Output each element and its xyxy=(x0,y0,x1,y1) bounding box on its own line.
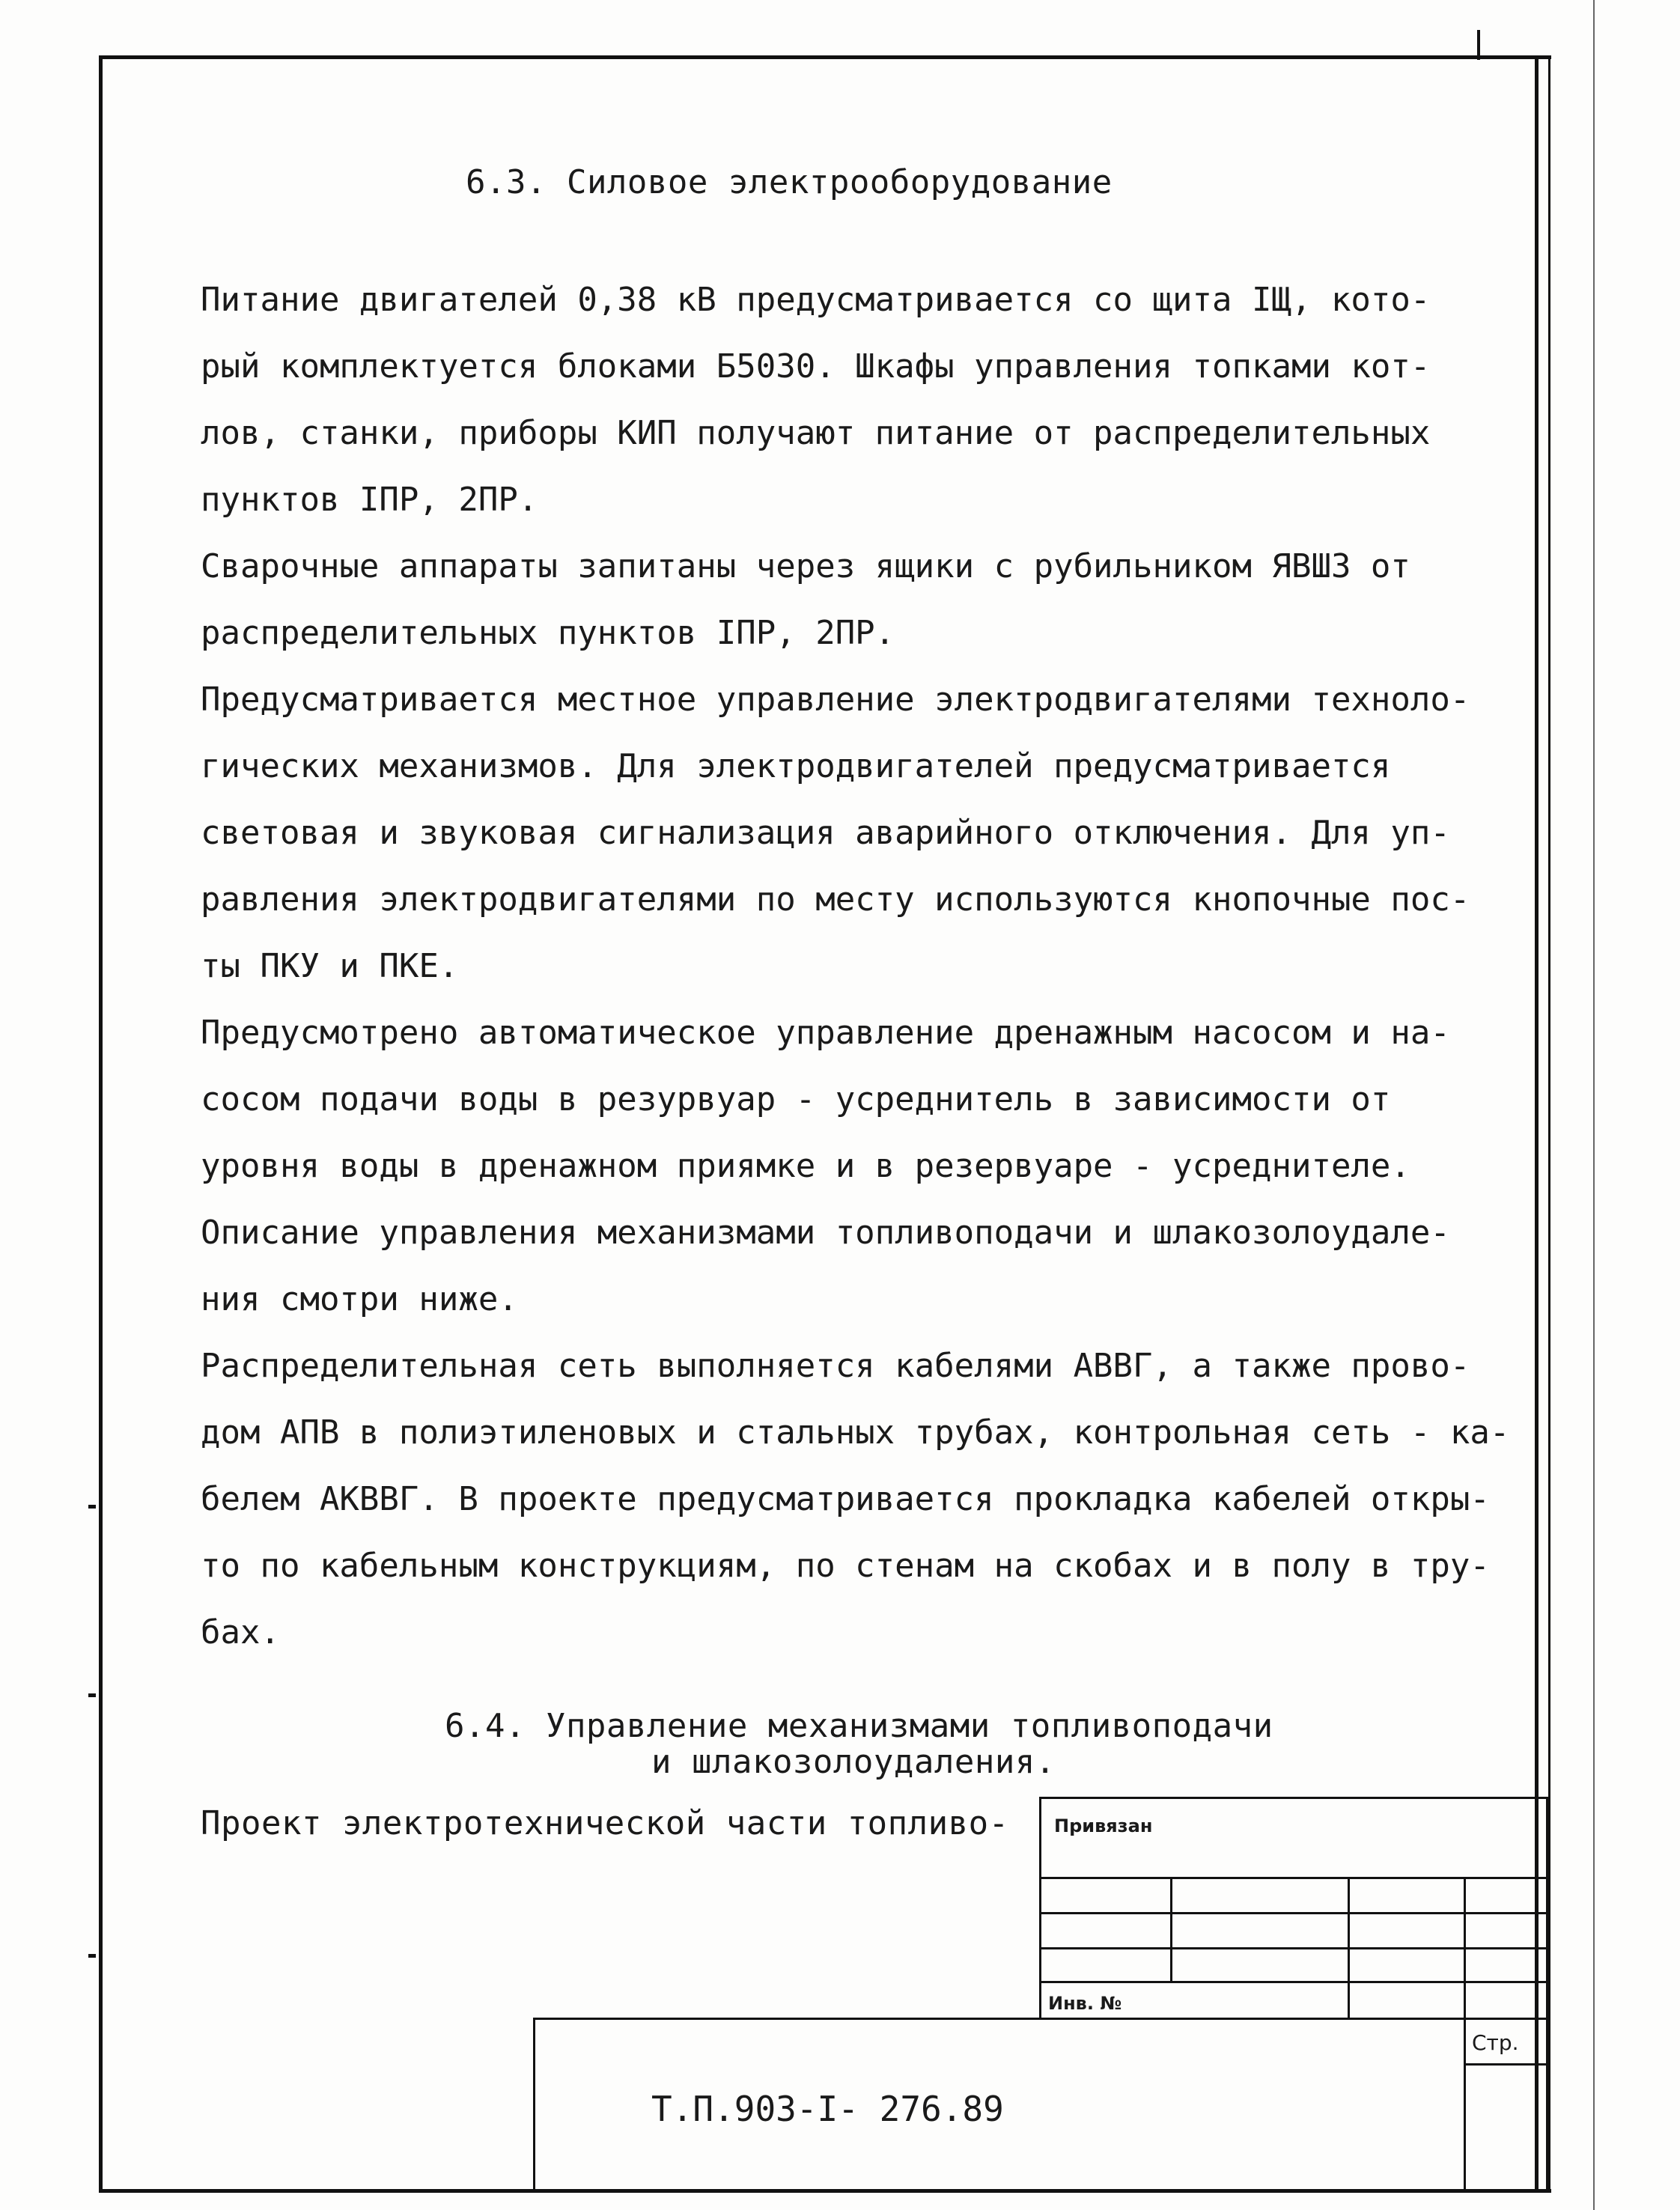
text-line: лов, станки, приборы КИП получают питание от распределительных xyxy=(201,414,1431,452)
text-line: ты ПКУ и ПКЕ. xyxy=(201,947,459,985)
text-line: белем АКВВГ. В проекте предусматривается прокладка кабелей откры- xyxy=(201,1480,1490,1518)
text-line: равления электродвигателями по месту используются кнопочные пос- xyxy=(201,880,1470,919)
text-line: бах. xyxy=(201,1613,280,1652)
paragraph-description xyxy=(201,1199,1526,1333)
margin-line xyxy=(1593,0,1595,2210)
title-block-cell xyxy=(1039,1947,1172,1983)
section-heading-6-4-line2: и шлакозолоудаления. xyxy=(651,1743,1056,1781)
text-line: Питание двигателей 0,38 кВ предусматривается со щита IЩ, кото- xyxy=(201,281,1431,319)
frame-tick xyxy=(88,1505,96,1509)
page-label: Стр. xyxy=(1472,2030,1519,2055)
text-line: Сварочные аппараты запитаны через ящики с рубильником ЯВШ3 от xyxy=(201,547,1410,585)
title-block-cell xyxy=(1464,1981,1548,2020)
paragraph-power-supply xyxy=(201,267,1526,533)
title-block-cell xyxy=(1464,1947,1548,1983)
frame-tick xyxy=(88,1693,96,1697)
text-line: Распределительная сеть выполняется кабелями АВВГ, а также прово- xyxy=(201,1347,1470,1385)
paragraph-welding xyxy=(201,533,1526,666)
title-block-privyazan-cell xyxy=(1039,1797,1548,1879)
text-line: уровня воды в дренажном приямке и в резервуаре - усреднителе. xyxy=(201,1147,1410,1185)
section-heading-6-4: 6.4. Управление механизмами топливоподачи xyxy=(445,1707,1273,1745)
text-line: сосом подачи воды в резурвуар - усреднитель в зависимости от xyxy=(201,1080,1391,1118)
title-block-cell xyxy=(1170,1947,1350,1983)
title-block-cell xyxy=(1348,1947,1466,1983)
frame-top-border xyxy=(99,55,1551,59)
title-block-cell xyxy=(1170,1912,1350,1949)
frame-right-border-inner xyxy=(1548,55,1550,2193)
title-block-cell xyxy=(1348,1912,1466,1949)
inv-number-label: Инв. № xyxy=(1048,1993,1122,2014)
section-6-4-first-line: Проект электротехнической части топливо- xyxy=(201,1804,1009,1842)
frame-left-border xyxy=(99,55,103,2193)
title-block-cell xyxy=(1039,1877,1172,1914)
title-block-cell xyxy=(1348,1877,1466,1914)
text-line: то по кабельным конструкциям, по стенам на скобах и в полу в тру- xyxy=(201,1547,1490,1585)
text-line: гических механизмов. Для электродвигателей предусматривается xyxy=(201,747,1391,785)
title-block-cell xyxy=(1348,1981,1466,2020)
frame-tick xyxy=(1477,30,1480,60)
page-number-cell xyxy=(1464,2063,1548,2193)
paragraph-local-control xyxy=(201,666,1526,999)
text-line: рый комплектуется блоками Б5030. Шкафы управления топками кот- xyxy=(201,347,1431,386)
section-heading-6-3: 6.3. Силовое электрооборудование xyxy=(466,163,1113,201)
text-line: Описание управления механизмами топливоподачи и шлакозолоудале- xyxy=(201,1214,1450,1252)
title-block-cell xyxy=(1464,1912,1548,1949)
title-block-cell xyxy=(1039,1912,1172,1949)
text-line: ния смотри ниже. xyxy=(201,1280,518,1318)
document-code: Т.П.903-I- 276.89 xyxy=(651,2089,1004,2129)
paragraph-distribution-network xyxy=(201,1333,1526,1666)
paragraph-automatic-control xyxy=(201,999,1526,1199)
title-block-cell xyxy=(1170,1877,1350,1914)
text-line: Предусматривается местное управление электродвигателями техноло- xyxy=(201,681,1470,719)
frame-tick xyxy=(88,1954,96,1958)
text-line: Предусмотрено автоматическое управление дренажным насосом и на- xyxy=(201,1014,1450,1052)
text-line: распределительных пунктов IПР, 2ПР. xyxy=(201,614,895,652)
title-block-cell xyxy=(1464,1877,1548,1914)
text-line: дом АПВ в полиэтиленовых и стальных трубах, контрольная сеть - ка- xyxy=(201,1413,1510,1452)
text-line: пунктов IПР, 2ПР. xyxy=(201,481,538,519)
text-line: световая и звуковая сигнализация аварийного отключения. Для уп- xyxy=(201,814,1450,852)
privyazan-label: Привязан xyxy=(1054,1815,1153,1836)
